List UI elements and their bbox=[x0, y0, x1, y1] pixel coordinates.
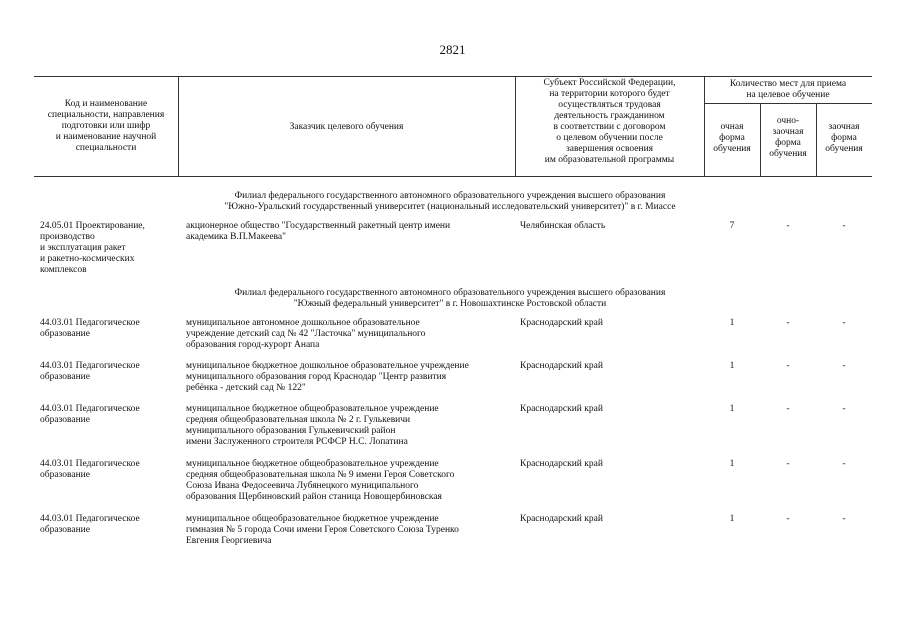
header-specialty: Код и наименование специальности, направления подготовки или шифр и наименование научной специальности bbox=[47, 99, 165, 153]
row-region: Краснодарский край bbox=[520, 514, 603, 524]
row-full-time: 1 bbox=[729, 459, 735, 469]
row-region: Краснодарский край bbox=[520, 404, 603, 414]
row-full-time: 1 bbox=[729, 361, 735, 371]
row-customer: муниципальное автономное дошкольное образовательное учреждение детский сад № 42 "Ласточка" муниципального образования город-курорт Анапа bbox=[186, 318, 426, 350]
row-customer: муниципальное бюджетное дошкольное образовательное учреждение муниципального образования город Краснодар "Центр развития ребёнка - детский сад № 122" bbox=[186, 361, 469, 393]
row-extramural: - bbox=[842, 459, 846, 469]
row-customer: муниципальное бюджетное общеобразовательное учреждение средняя общеобразовательная школа № 9 имени Героя Советского Союза Ивана Федосеевича Лубянецкого муниципального образования Щербиновский район станица Новощербиновская bbox=[186, 459, 455, 502]
row-full-time: 7 bbox=[729, 221, 735, 231]
row-specialty: 24.05.01 Проектирование, производство и эксплуатация ракет и ракетно-космических комплексов bbox=[40, 221, 145, 275]
row-part-time: - bbox=[786, 361, 790, 371]
row-specialty: 44.03.01 Педагогическое образование bbox=[40, 318, 140, 339]
row-customer: муниципальное бюджетное общеобразовательное учреждение средняя общеобразовательная школа № 2 г. Гулькевичи муниципального образования Гулькевичский район имени Заслуженного строителя РСФСР Н.С. Лопатина bbox=[186, 404, 439, 447]
row-full-time: 1 bbox=[729, 318, 735, 328]
row-part-time: - bbox=[786, 514, 790, 524]
row-customer: муниципальное общеобразовательное бюджетное учреждение гимназия № 5 города Сочи имени Героя Советского Союза Туренко Евгения Георгиевича bbox=[186, 514, 459, 546]
header-part-time: очно- заочная форма обучения bbox=[769, 116, 807, 159]
row-part-time: - bbox=[786, 221, 790, 231]
header-places: Количество мест для приема на целевое обучение bbox=[729, 79, 847, 100]
row-part-time: - bbox=[786, 318, 790, 328]
header-bottom-rule bbox=[34, 176, 872, 177]
header-top-rule bbox=[34, 76, 872, 77]
column-divider bbox=[515, 76, 516, 176]
row-extramural: - bbox=[842, 318, 846, 328]
row-full-time: 1 bbox=[729, 514, 735, 524]
row-region: Краснодарский край bbox=[520, 318, 603, 328]
section-title: Филиал федерального государственного автономного образовательного учреждения высшего образования "Южный федеральный университет" в г. Новошахтинске Ростовской области bbox=[234, 288, 666, 309]
header-full-time: очная форма обучения bbox=[713, 122, 751, 154]
row-region: Краснодарский край bbox=[520, 459, 603, 469]
header-region: Субъект Российской Федерации, на территории которого будет осуществляться трудовая деятельность гражданином в соответствии с договором о целевом обучении после завершения освоения им образовательной программы bbox=[543, 78, 676, 165]
row-region: Краснодарский край bbox=[520, 361, 603, 371]
row-part-time: - bbox=[786, 404, 790, 414]
row-extramural: - bbox=[842, 361, 846, 371]
row-extramural: - bbox=[842, 514, 846, 524]
row-full-time: 1 bbox=[729, 404, 735, 414]
section-title: Филиал федерального государственного автономного образовательного учреждения высшего образования "Южно-Уральский государственный университет (национальный исследовательский университет)" в г. Миассе bbox=[224, 191, 676, 212]
header-customer: Заказчик целевого обучения bbox=[289, 122, 404, 132]
header-extramural: заочная форма обучения bbox=[825, 122, 863, 154]
row-customer: акционерное общество "Государственный ракетный центр имени академика В.П.Макеева" bbox=[186, 221, 451, 242]
row-region: Челябинская область bbox=[520, 221, 606, 231]
row-specialty: 44.03.01 Педагогическое образование bbox=[40, 404, 140, 425]
column-divider bbox=[178, 76, 179, 176]
row-part-time: - bbox=[786, 459, 790, 469]
row-extramural: - bbox=[842, 221, 846, 231]
row-extramural: - bbox=[842, 404, 846, 414]
row-specialty: 44.03.01 Педагогическое образование bbox=[40, 361, 140, 382]
row-specialty: 44.03.01 Педагогическое образование bbox=[40, 514, 140, 535]
page-number: 2821 bbox=[439, 42, 466, 57]
row-specialty: 44.03.01 Педагогическое образование bbox=[40, 459, 140, 480]
places-subheader-rule bbox=[704, 103, 872, 104]
